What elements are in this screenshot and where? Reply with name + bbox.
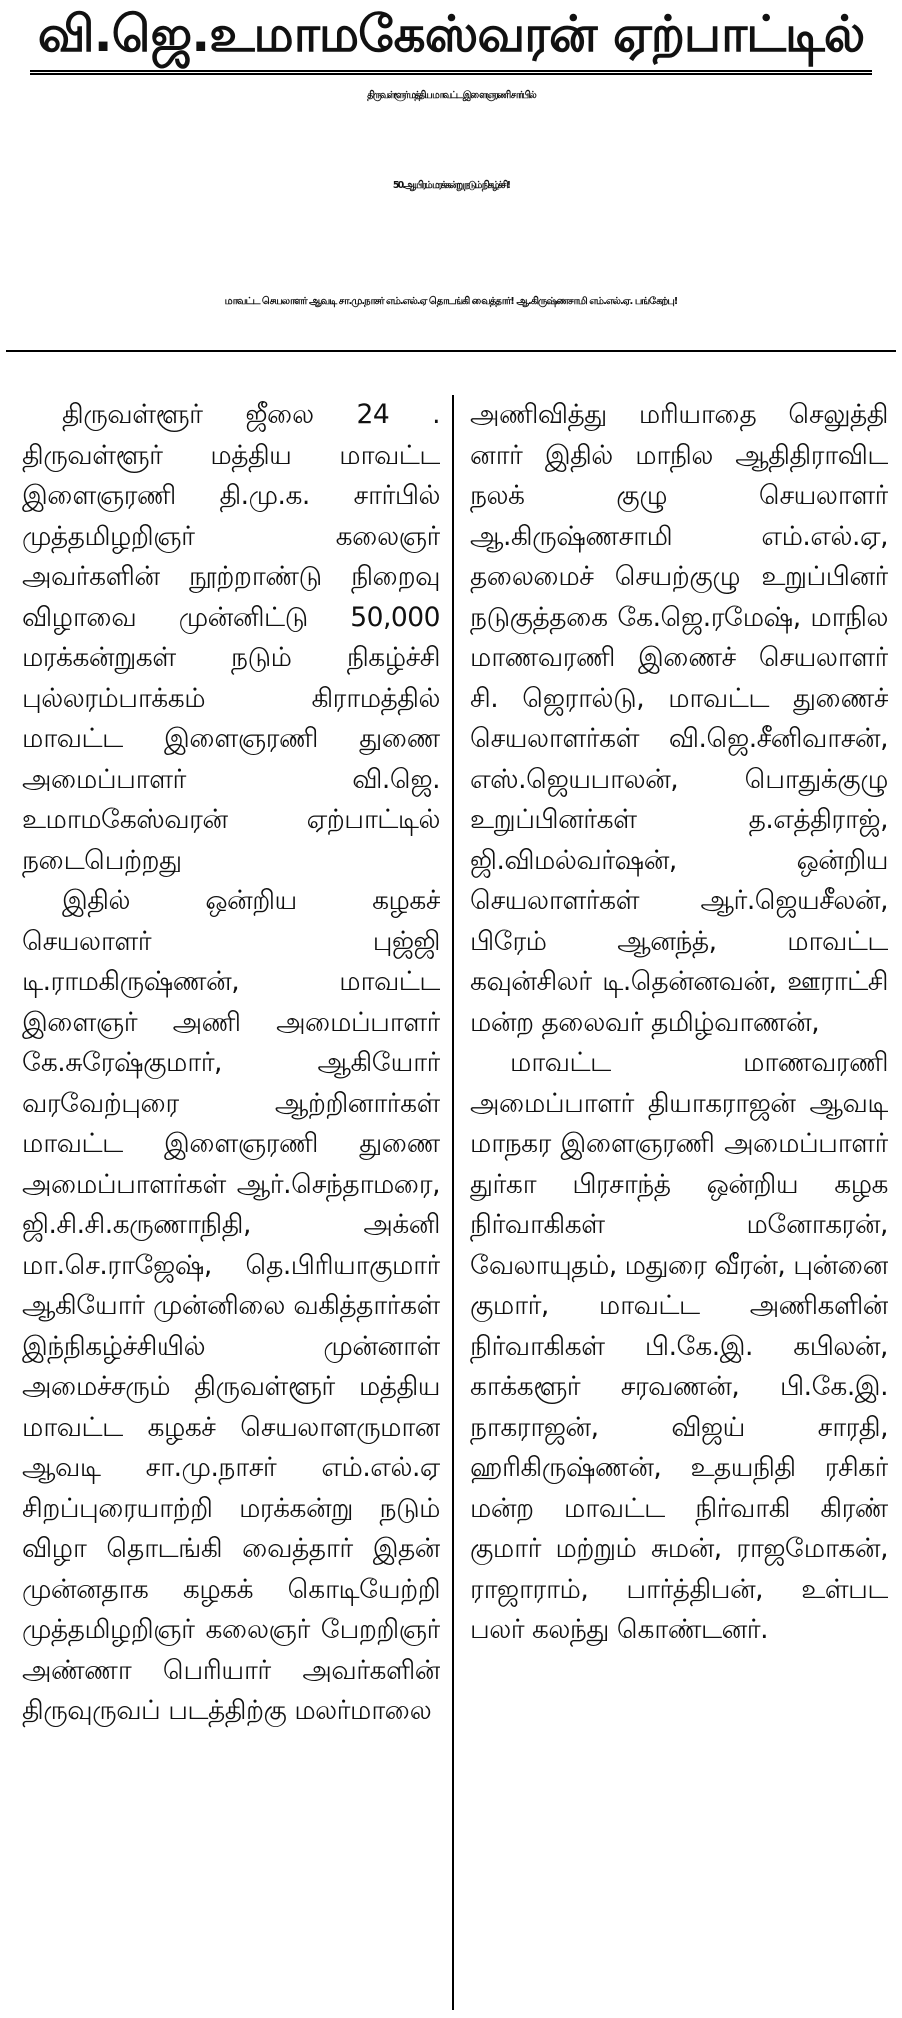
paragraph-4: மாவட்ட மாணவரணி அமைப்பாளர் தியாகராஜன் ஆவடி மாநகர இளைஞரணி அமைப்பாளர் துர்கா பிரசாந்த் ஒன்றிய கழக நிர்வாகிகள் மனோகரன், வேலாயுதம், மதுரை வீரன், புன்னை குமார், மாவட்ட அணிகளின் நிர்வாகிகள் பி.கே.இ. கபிலன், காக்களூர் சரவணன், பி.கே.இ. நாகராஜன், விஜய் சாரதி, ஹரிகிருஷ்ணன், உதயநிதி ரசிகர் மன்ற மாவட்ட நிர்வாகி கிரண் குமார் மற்றும் சுமன், ராஜமோகன், ராஜாராம், பார்த்திபன், உள்பட பலர் கலந்து கொண்டனர்.	[470, 1047, 888, 1645]
paragraph-3: அணிவித்து மரியாதை செலுத்தி னார் இதில் மாநில ஆதிதிராவிட நலக் குழு செயலாளர் ஆ.கிருஷ்ணசாமி எம்.எல்.ஏ, தலைமைச் செயற்குழு உறுப்பினர் நடுகுத்தகை கே.ஜெ.ரமேஷ், மாநில மாணவரணி இணைச் செயலாளர் சி. ஜெரால்டு, மாவட்ட துணைச் செயலாளர்கள் வி.ஜெ.சீனிவாசன், எஸ்.ஜெயபாலன், பொதுக்குழு உறுப்பினர்கள் த.எத்திராஜ், ஜி.விமல்வர்ஷன், ஒன்றிய செயலாளர்கள் ஆர்.ஜெயசீலன், பிரேம் ஆனந்த், மாவட்ட கவுன்சிலர் டி.தென்னவன், ஊராட்சி மன்ற தலைவர் தமிழ்வாணன்,	[470, 399, 888, 1038]
headline-line-2: 50.ஆயிரம் மரக்கன்று நடும் நிகழ்ச்சி!	[392, 180, 510, 191]
top-rule	[30, 70, 872, 75]
deck-subheadline: மாவட்ட செயலாளர் ஆவடி சா.மு.நாசர் எம்.எல்.ஏ தொடங்கி வைத்தார்! ஆ.கிருஷ்ணசாமி எம்.எல்.ஏ. பங்கேற்பு!	[224, 296, 678, 307]
kicker-line: வி.ஜெ.உமாமகேஸ்வரன் ஏற்பாட்டில்	[37, 5, 865, 63]
section-rule	[6, 350, 896, 352]
article-column-left	[22, 395, 440, 2005]
headline-line-1: திருவள்ளூர் மத்திய மாவட்ட இளைஞரணி சார்பில்	[367, 90, 535, 101]
paragraph-1: திருவள்ளூர் ஜீலை 24 . திருவள்ளூர் மத்திய மாவட்ட இளைஞரணி தி.மு.க. சார்பில் முத்தமிழறிஞர் கலைஞர் அவர்களின் நூற்றாண்டு நிறைவு விழாவை முன்னிட்டு 50,000 மரக்கன்றுகள் நடும் நிகழ்ச்சி புல்லரம்பாக்கம் கிராமத்தில் மாவட்ட இளைஞரணி துணை அமைப்பாளர் வி.ஜெ. உமாமகேஸ்வரன் ஏற்பாட்டில் நடைபெற்றது	[22, 399, 440, 876]
paragraph-2: இதில் ஒன்றிய கழகச் செயலாளர் புஜ்ஜி டி.ராமகிருஷ்ணன், மாவட்ட இளைஞர் அணி அமைப்பாளர் கே.சுரேஷ்குமார், ஆகியோர் வரவேற்புரை ஆற்றினார்கள் மாவட்ட இளைஞரணி துணை அமைப்பாளர்கள் ஆர்.செந்தாமரை, ஜி.சி.சி.கருணாநிதி, அக்னி மா.செ.ராஜேஷ், தெ.பிரியாகுமார் ஆகியோர் முன்னிலை வகித்தார்கள் இந்நிகழ்ச்சியில் முன்னாள் அமைச்சரும் திருவள்ளூர் மத்திய மாவட்ட கழகச் செயலாளருமான ஆவடி சா.மு.நாசர் எம்.எல்.ஏ சிறப்புரையாற்றி மரக்கன்று நடும் விழா தொடங்கி வைத்தார் இதன் முன்னதாக கழகக் கொடியேற்றி முத்தமிழறிஞர் கலைஞர் பேறறிஞர் அண்ணா பெரியார் அவர்களின் திருவுருவப் படத்திற்கு மலர்மாலை	[22, 885, 440, 1726]
article-column-right	[470, 395, 888, 2005]
column-divider	[452, 395, 454, 2010]
